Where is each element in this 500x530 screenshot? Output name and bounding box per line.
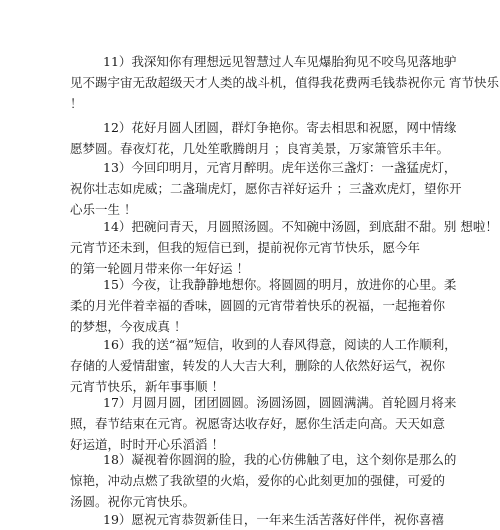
paragraph-18 (0, 449, 500, 512)
paragraph-line: 见不踢宇宙无敌超级天才人类的战斗机，值得我花费两毛钱恭祝你元 宵节快乐 (70, 75, 499, 90)
paragraph-line: 的梦想，今夜成真 ！ (70, 319, 187, 334)
paragraph-line: ！ (70, 96, 83, 111)
paragraph-line: 元宵节还未到，但我的短信已到，提前祝你元宵节快乐，愿今年 (70, 240, 421, 255)
paragraph-line: 汤圆。祝你元宵快乐。 (70, 494, 196, 509)
paragraph-line: 17）月圆月圆，团团圆圆。汤圆汤圆，圆圆满满。首轮圆月将来 (103, 395, 457, 410)
paragraph-13 (0, 157, 500, 220)
paragraph-line: 元宵节快乐，新年事事顺 ！ (70, 379, 224, 394)
paragraph-line: 愿梦圆。春夜灯花，几处笙歌腾朗月 ；良宵美景，万家箫管乐丰年。 (70, 141, 449, 156)
paragraph-line: 惊艳，冲动点燃了我欲望的火焰，爱你的心此刻更加的强健，可爱的 (70, 473, 446, 488)
paragraph-line: 柔的月光伴着幸福的香味，圆圆的元宵带着快乐的祝福，一起拖着你 (70, 298, 446, 313)
paragraph-17 (0, 392, 500, 455)
paragraph-line: 存储的人爱情甜蜜，转发的人大吉大利，删除的人依然好运气，祝你 (70, 358, 446, 373)
paragraph-15 (0, 274, 500, 337)
paragraph-16 (0, 334, 500, 397)
paragraph-line: 心乐一生 ！ (70, 202, 137, 217)
paragraph-line: 11）我深知你有理想远见智慧过人车见爆胎狗见不咬鸟见落地驴 (103, 54, 457, 69)
paragraph-12 (0, 117, 500, 159)
paragraph-line: 14）把碗问青天，月圆照汤圆。不知碗中汤圆，到底甜不甜。别 想啦！ (103, 219, 498, 234)
paragraph-14 (0, 216, 500, 279)
paragraph-line: 15）今夜，让我静静地想你。将圆圆的明月，放进你的心里。柔 (103, 277, 457, 292)
paragraph-line: 16）我的送“福”短信，收到的人春风得意，阅读的人工作顺利， (103, 337, 457, 352)
paragraph-line: 18）凝视着你圆润的脸，我的心仿佛触了电，这个刻你是那么的 (103, 452, 457, 467)
paragraph-line: 祝你壮志如虎威；二盏瑞虎灯，愿你吉祥好运升 ；三盏欢虎灯，望你开 (70, 181, 462, 196)
paragraph-line: 12）花好月圆人团圆，群灯争艳你。寄去相思和祝愿，网中情缘 (103, 120, 457, 135)
paragraph-line: 照，春节结束在元宵。祝愿寄达收存好，愿你生活走向高。天天如意 (70, 416, 446, 431)
paragraph-line: 好运道，时时开心乐滔滔 ！ (70, 437, 224, 452)
paragraph-line: 19）愿祝元宵恭贺新佳日，一年来生活苦落好伴伴，祝你喜禧 (103, 512, 444, 527)
paragraph-line: 13）今回印明月，元宵月醉明。虎年送你三盏灯：一盏猛虎灯， (103, 160, 457, 175)
paragraph-line: 的第一轮圆月带来你一年好运 ！ (70, 261, 249, 276)
paragraph-19 (0, 509, 500, 530)
paragraph-11 (0, 51, 500, 114)
